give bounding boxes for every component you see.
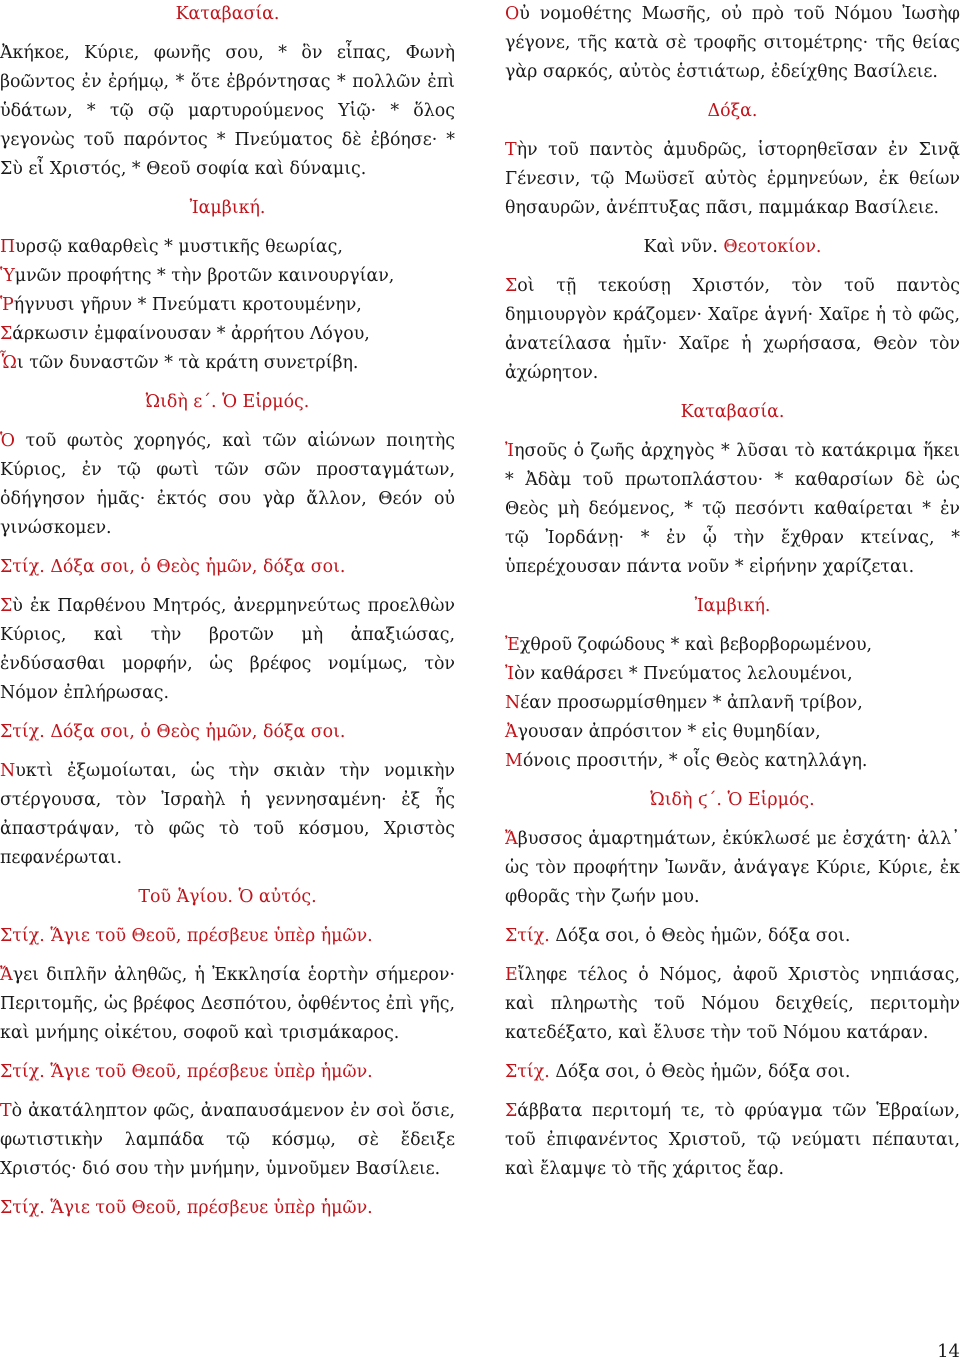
stichos-label: Στίχ. [0, 926, 45, 946]
iamviki-line [0, 349, 455, 378]
drop-initial: Ὧ [0, 353, 17, 373]
iamviki-verses [505, 631, 960, 776]
stichos-text: Δόξα σοι, ὁ Θεὸς ἡμῶν, δόξα σοι. [549, 1062, 851, 1082]
verse-text: υρσῷ καθαρθεὶς * μυστικῆς θεωρίας, [15, 237, 343, 257]
katavasia-text [505, 437, 960, 582]
drop-initial: Ῥ [0, 295, 14, 315]
drop-initial: Ο [505, 4, 520, 24]
iamviki-line [505, 631, 960, 660]
drop-initial: Ἰ [505, 441, 515, 461]
right-column [505, 0, 960, 1194]
irmos-body: βυσσος ἁμαρτημάτων, ἐκύκλωσέ με ἐσχάτη· ἀλλ᾽ ὡς τὸν προφήτην Ἰωνᾶν, ἀνάγαγε Κύριε, Κύριε, ἐκ φθορᾶς τὴν ζωήν μου. [505, 829, 960, 907]
drop-initial: Σ [0, 324, 13, 344]
stichos-label: Στίχ. [505, 926, 550, 946]
troparion-body: ὸ ἀκατάληπτον φῶς, ἀναπαυσάμενον ἐν σοὶ ὅσιε, φωτιστικὴν λαμπάδα τῷ κόσμῳ, σὲ ἔδειξε Χριστός· διό σου τὴν μνήμην, ὑμνοῦμεν Βασίλειε. [0, 1101, 455, 1179]
troparion [505, 0, 960, 87]
kai-nyn-heading [505, 233, 960, 262]
troparion-body: άββατα περιτομή τε, τὸ φρύαγμα τῶν Ἑβραίων, τοῦ ἐπιφανέντος Χριστοῦ, τῷ νεύματι πέπαυται, καὶ ἔλαμψε τὸ τῆς χάριτος ἔαρ. [505, 1101, 960, 1179]
stichos-text: Δόξα σοι, ὁ Θεὸς ἡμῶν, δόξα σοι. [44, 557, 346, 577]
stichos [0, 1058, 455, 1087]
kai-nyn-label: Καὶ νῦν. [643, 237, 724, 257]
iamviki-line [0, 262, 455, 291]
verse-text: μνῶν προφήτης * τὴν βροτῶν καινουργίαν, [14, 266, 395, 286]
troparion [505, 1097, 960, 1184]
ode-heading: Ὠιδὴ ϛ΄. Ὁ Εἱρμός. [650, 790, 815, 810]
stichos-label: Στίχ. [0, 557, 45, 577]
troparion-body: ὐ νομοθέτης Μωσῆς, οὐ πρὸ τοῦ Νόμου Ἰωσὴφ γέγονε, τῆς κατὰ σὲ τροφῆς σιτομέτρης· τῆς θείας γὰρ σαρκός, αὐτὸς ἑστιάτωρ, ἐδείχθης Βασίλειε. [505, 4, 960, 82]
stichos-text: Ἅγιε τοῦ Θεοῦ, πρέσβευε ὑπὲρ ἡμῶν. [44, 1062, 373, 1082]
iamviki-line [0, 320, 455, 349]
stichos-text: Ἅγιε τοῦ Θεοῦ, πρέσβευε ὑπὲρ ἡμῶν. [44, 926, 373, 946]
drop-initial: Ε [505, 965, 518, 985]
theotokion-label: Θεοτοκίον. [723, 237, 822, 257]
irmos-text [0, 427, 455, 543]
troparion-body: ὴν τοῦ παντὸς ἀμυδρῶς, ἱστορηθεῖσαν ἐν Σινᾷ Γένεσιν, τῷ Μωϋσεῖ αὐτὸς ἑρμηνεύων, ἐκ θείων θησαυρῶν, ἀνέπτυξας πᾶσι, παμμάκαρ Βασίλειε. [505, 140, 960, 218]
drop-initial: Ἄ [505, 829, 518, 849]
iamviki-line [0, 291, 455, 320]
verse-text: χθροῦ ζοφώδους * καὶ βεβορβορωμένου, [519, 635, 873, 655]
katavasia-body: ησοῦς ὁ ζωῆς ἀρχηγὸς * λῦσαι τὸ κατάκριμα ἥκει * Ἀδὰμ τοῦ πρωτοπλάστου· * καθαρσίων δὲ ὡς Θεὸς μὴ δεόμενος, * τῷ πεσόντι καθαίρεται * ἐν τῷ Ἰορδάνῃ· * ἐν ᾧ τὴν ἔχθραν κτείνας, * ὑπερέχουσαν πάντα νοῦν * εἰρήνην χαρίζεται. [505, 441, 960, 577]
drop-initial: Μ [505, 751, 523, 771]
doxa-heading: Δόξα. [707, 101, 758, 121]
drop-initial: Π [0, 237, 16, 257]
iamviki-heading: Ἰαμβική. [694, 596, 771, 616]
drop-initial: Τ [0, 1101, 12, 1121]
drop-initial: Ἐ [505, 635, 520, 655]
drop-initial: Σ [0, 596, 13, 616]
stichos [0, 1194, 455, 1223]
troparion-body: γει διπλῆν ἀληθῶς, ἡ Ἐκκλησία ἑορτὴν σήμερον· Περιτομῆς, ὡς βρέφος Δεσπότου, ὀφθέντος ἐπὶ γῆς, καὶ μνήμης οἰκέτου, σοφοῦ καὶ τρισμάκαρος. [0, 965, 455, 1043]
stichos [505, 1058, 960, 1087]
troparion-body: υκτὶ ἐξωμοίωται, ὡς τὴν σκιὰν τὴν νομικὴν στέργουσα, τὸν Ἰσραὴλ ἡ γεννησαμένη· ἐξ ἧς ἀπαστράψαν, τὸ φῶς τὸ τοῦ κόσμου, Χριστὸς πεφανέρωται. [0, 761, 455, 868]
saint-heading: Τοῦ Ἁγίου. Ὁ αὐτός. [138, 887, 317, 907]
troparion [505, 961, 960, 1048]
drop-initial: Ν [505, 693, 521, 713]
irmos-body: τοῦ φωτὸς χορηγός, καὶ τῶν αἰώνων ποιητὴς Κύριος, ἐν τῷ φωτὶ τῶν σῶν προσταγμάτων, ὁδήγησον ἡμᾶς· ἐκτός σου γὰρ ἄλλον, Θεόν οὐ γινώσκομεν. [0, 431, 455, 538]
verse-text: γουσαν ἀπρόσιτον * εἰς θυμηδίαν, [517, 722, 821, 742]
verse-text: ήγνυσι γῆρυν * Πνεύματι κροτουμένην, [13, 295, 362, 315]
stichos-label: Στίχ. [0, 722, 45, 742]
stichos [0, 922, 455, 951]
troparion [0, 961, 455, 1048]
stichos [505, 922, 960, 951]
stichos [0, 553, 455, 582]
stichos-label: Στίχ. [505, 1062, 550, 1082]
stichos-text: Δόξα σοι, ὁ Θεὸς ἡμῶν, δόξα σοι. [549, 926, 851, 946]
iamviki-line [0, 233, 455, 262]
verse-text: ὸν καθάρσει * Πνεύματος λελουμένοι, [514, 664, 853, 684]
drop-initial: Ἰ [505, 664, 515, 684]
troparion [0, 1097, 455, 1184]
stichos-label: Στίχ. [0, 1062, 45, 1082]
verse-text: ι τῶν δυναστῶν * τὰ κράτη συνετρίβη. [16, 353, 359, 373]
stichos [0, 718, 455, 747]
drop-initial: Σ [505, 276, 518, 296]
irmos-text [505, 825, 960, 912]
katavasia-heading: Καταβασία. [680, 402, 785, 422]
left-column [0, 0, 455, 1233]
drop-initial: Ἄ [0, 965, 13, 985]
katavasia-text: Ἀκήκοε, Κύριε, φωνῆς σου, * ὃν εἶπας, Φωνὴ βοῶντος ἐν ἐρήμῳ, * ὅτε ἐβρόντησας * πολλῶν ἐπὶ ὑδάτων, * τῷ σῷ μαρτυρούμενος Υἱῷ· * ὅλος γεγονὼς τοῦ παρόντος * Πνεύματος δὲ ἐβόησε· * Σὺ εἶ Χριστός, * Θεοῦ σοφία καὶ δύναμις. [0, 43, 455, 179]
drop-initial: Ἀ [505, 722, 518, 742]
page-number: 14 [937, 1341, 960, 1362]
drop-initial: Ὁ [0, 431, 15, 451]
troparion [0, 757, 455, 873]
stichos-text: Ἅγιε τοῦ Θεοῦ, πρέσβευε ὑπὲρ ἡμῶν. [44, 1198, 373, 1218]
verse-text: άρκωσιν ἐμφαίνουσαν * ἀρρήτου Λόγου, [12, 324, 370, 344]
drop-initial: Ὑ [0, 266, 15, 286]
theotokion-body: οὶ τῇ τεκούσῃ Χριστόν, τὸν τοῦ παντὸς δημιουργὸν κράζομεν· Χαῖρε ἁγνή· Χαῖρε ἡ τὸ φῶς, ἀνατείλασα ἡμῖν· Χαῖρε ἡ χωρήσασα, Θεὸν τὸν ἀχώρητον. [505, 276, 960, 383]
stichos-text: Δόξα σοι, ὁ Θεὸς ἡμῶν, δόξα σοι. [44, 722, 346, 742]
ode-heading: Ὠιδὴ ε΄. Ὁ Εἱρμός. [145, 392, 310, 412]
iamviki-line [505, 660, 960, 689]
troparion [0, 592, 455, 708]
iamviki-line [505, 689, 960, 718]
iamviki-line [505, 718, 960, 747]
theotokion [505, 272, 960, 388]
stichos-label: Στίχ. [0, 1198, 45, 1218]
drop-initial: Σ [505, 1101, 518, 1121]
iamviki-verses [0, 233, 455, 378]
troparion-body: ὺ ἐκ Παρθένου Μητρός, ἀνερμηνεύτως προελθὼν Κύριος, καὶ τὴν βροτῶν μὴ ἀπαξιώσας, ἐνδύσασθαι μορφήν, ὡς βρέφος νομίμως, τὸν Νόμον ἐπλήρωσας. [0, 596, 455, 703]
verse-text: έαν προσωρμίσθημεν * ἀπλανῆ τρίβον, [520, 693, 863, 713]
iamviki-line [505, 747, 960, 776]
drop-initial: Τ [505, 140, 517, 160]
katavasia-heading: Καταβασία. [175, 4, 280, 24]
iamviki-heading: Ἰαμβική. [189, 198, 266, 218]
drop-initial: Ν [0, 761, 16, 781]
troparion-body: ἴληφε τέλος ὁ Νόμος, ἀφοῦ Χριστὸς νηπιάσας, καὶ πληρωτὴς τοῦ Νόμου δειχθείς, περιτομὴν κατεδέξατο, καὶ ἔλυσε τὴν τοῦ Νόμου κατάραν. [505, 965, 960, 1043]
verse-text: όνοις προσιτήν, * οἷς Θεὸς κατηλλάγη. [522, 751, 868, 771]
troparion [505, 136, 960, 223]
